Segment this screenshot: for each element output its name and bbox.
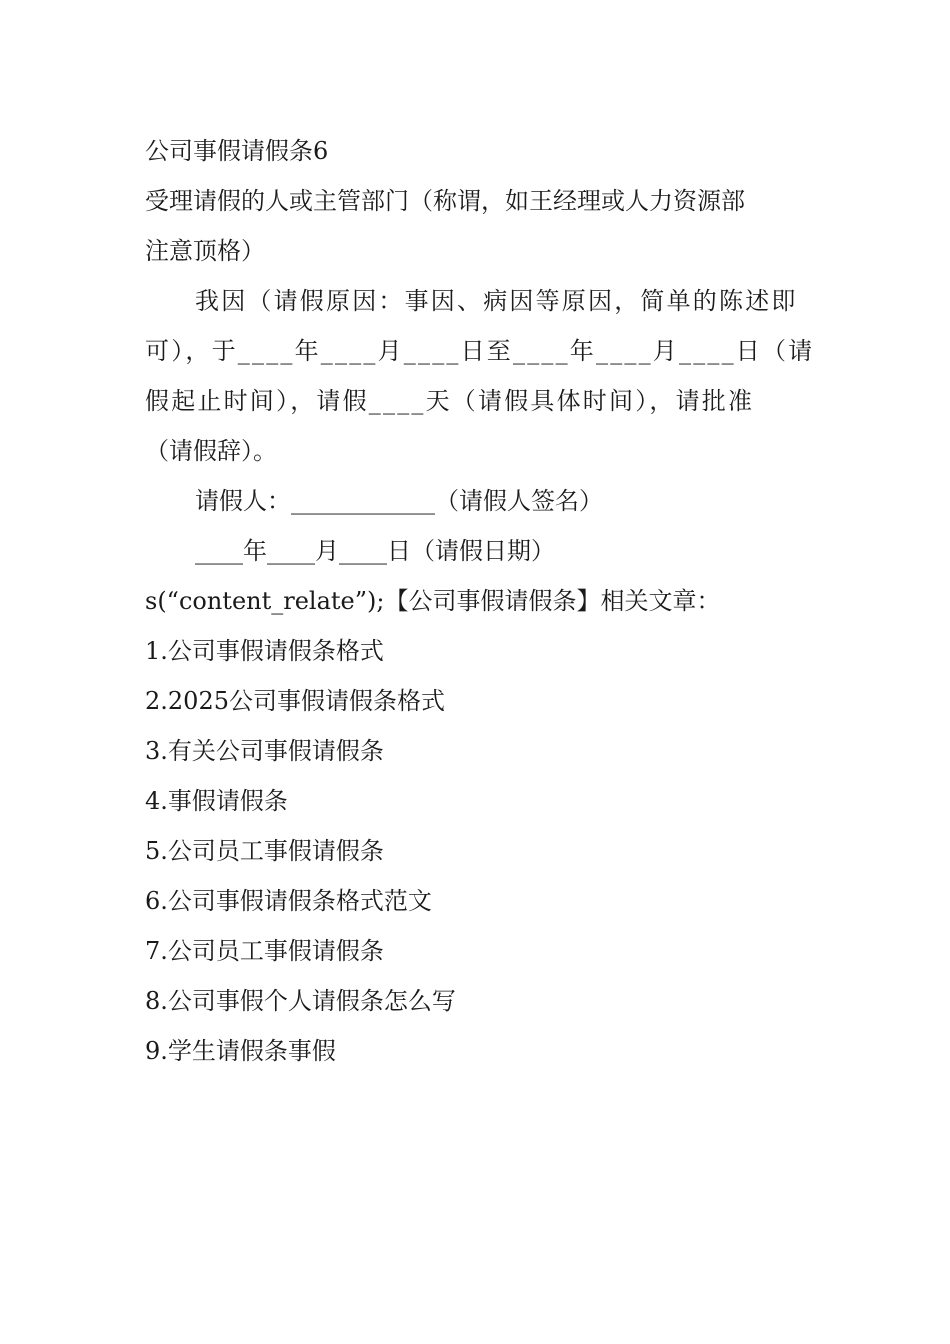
list-item[interactable]: 7.公司员工事假请假条	[145, 937, 384, 965]
related-articles-list	[145, 626, 810, 1076]
body-line-3: 假起止时间），请假____天（请假具体时间），请批准	[145, 387, 755, 415]
body-line-1: 我因（请假原因：事因、病因等原因，简单的陈述即	[195, 287, 798, 315]
signature-line: 请假人：____________（请假人签名）	[195, 487, 603, 515]
list-item[interactable]: 6.公司事假请假条格式范文	[145, 887, 432, 915]
list-item[interactable]: 5.公司员工事假请假条	[145, 837, 384, 865]
document-title: 公司事假请假条6	[145, 137, 329, 165]
related-header: s(“content_relate”);【公司事假请假条】相关文章：	[145, 587, 721, 615]
recipient-line-1: 受理请假的人或主管部门（称谓，如王经理或人力资源部	[145, 187, 745, 215]
recipient-line-2: 注意顶格）	[145, 237, 265, 265]
list-item[interactable]: 4.事假请假条	[145, 787, 288, 815]
date-line: ____年____月____日（请假日期）	[195, 537, 555, 565]
list-item[interactable]: 3.有关公司事假请假条	[145, 737, 384, 765]
body-line-2: 可），于____年____月____日至____年____月____日（请	[145, 337, 815, 365]
list-item[interactable]: 9.学生请假条事假	[145, 1037, 336, 1065]
list-item[interactable]: 8.公司事假个人请假条怎么写	[145, 987, 456, 1015]
list-item[interactable]: 1.公司事假请假条格式	[145, 637, 384, 665]
list-item[interactable]: 2.2025公司事假请假条格式	[145, 687, 445, 715]
body-line-4: （请假辞）。	[145, 437, 277, 465]
document-content	[145, 126, 815, 1076]
